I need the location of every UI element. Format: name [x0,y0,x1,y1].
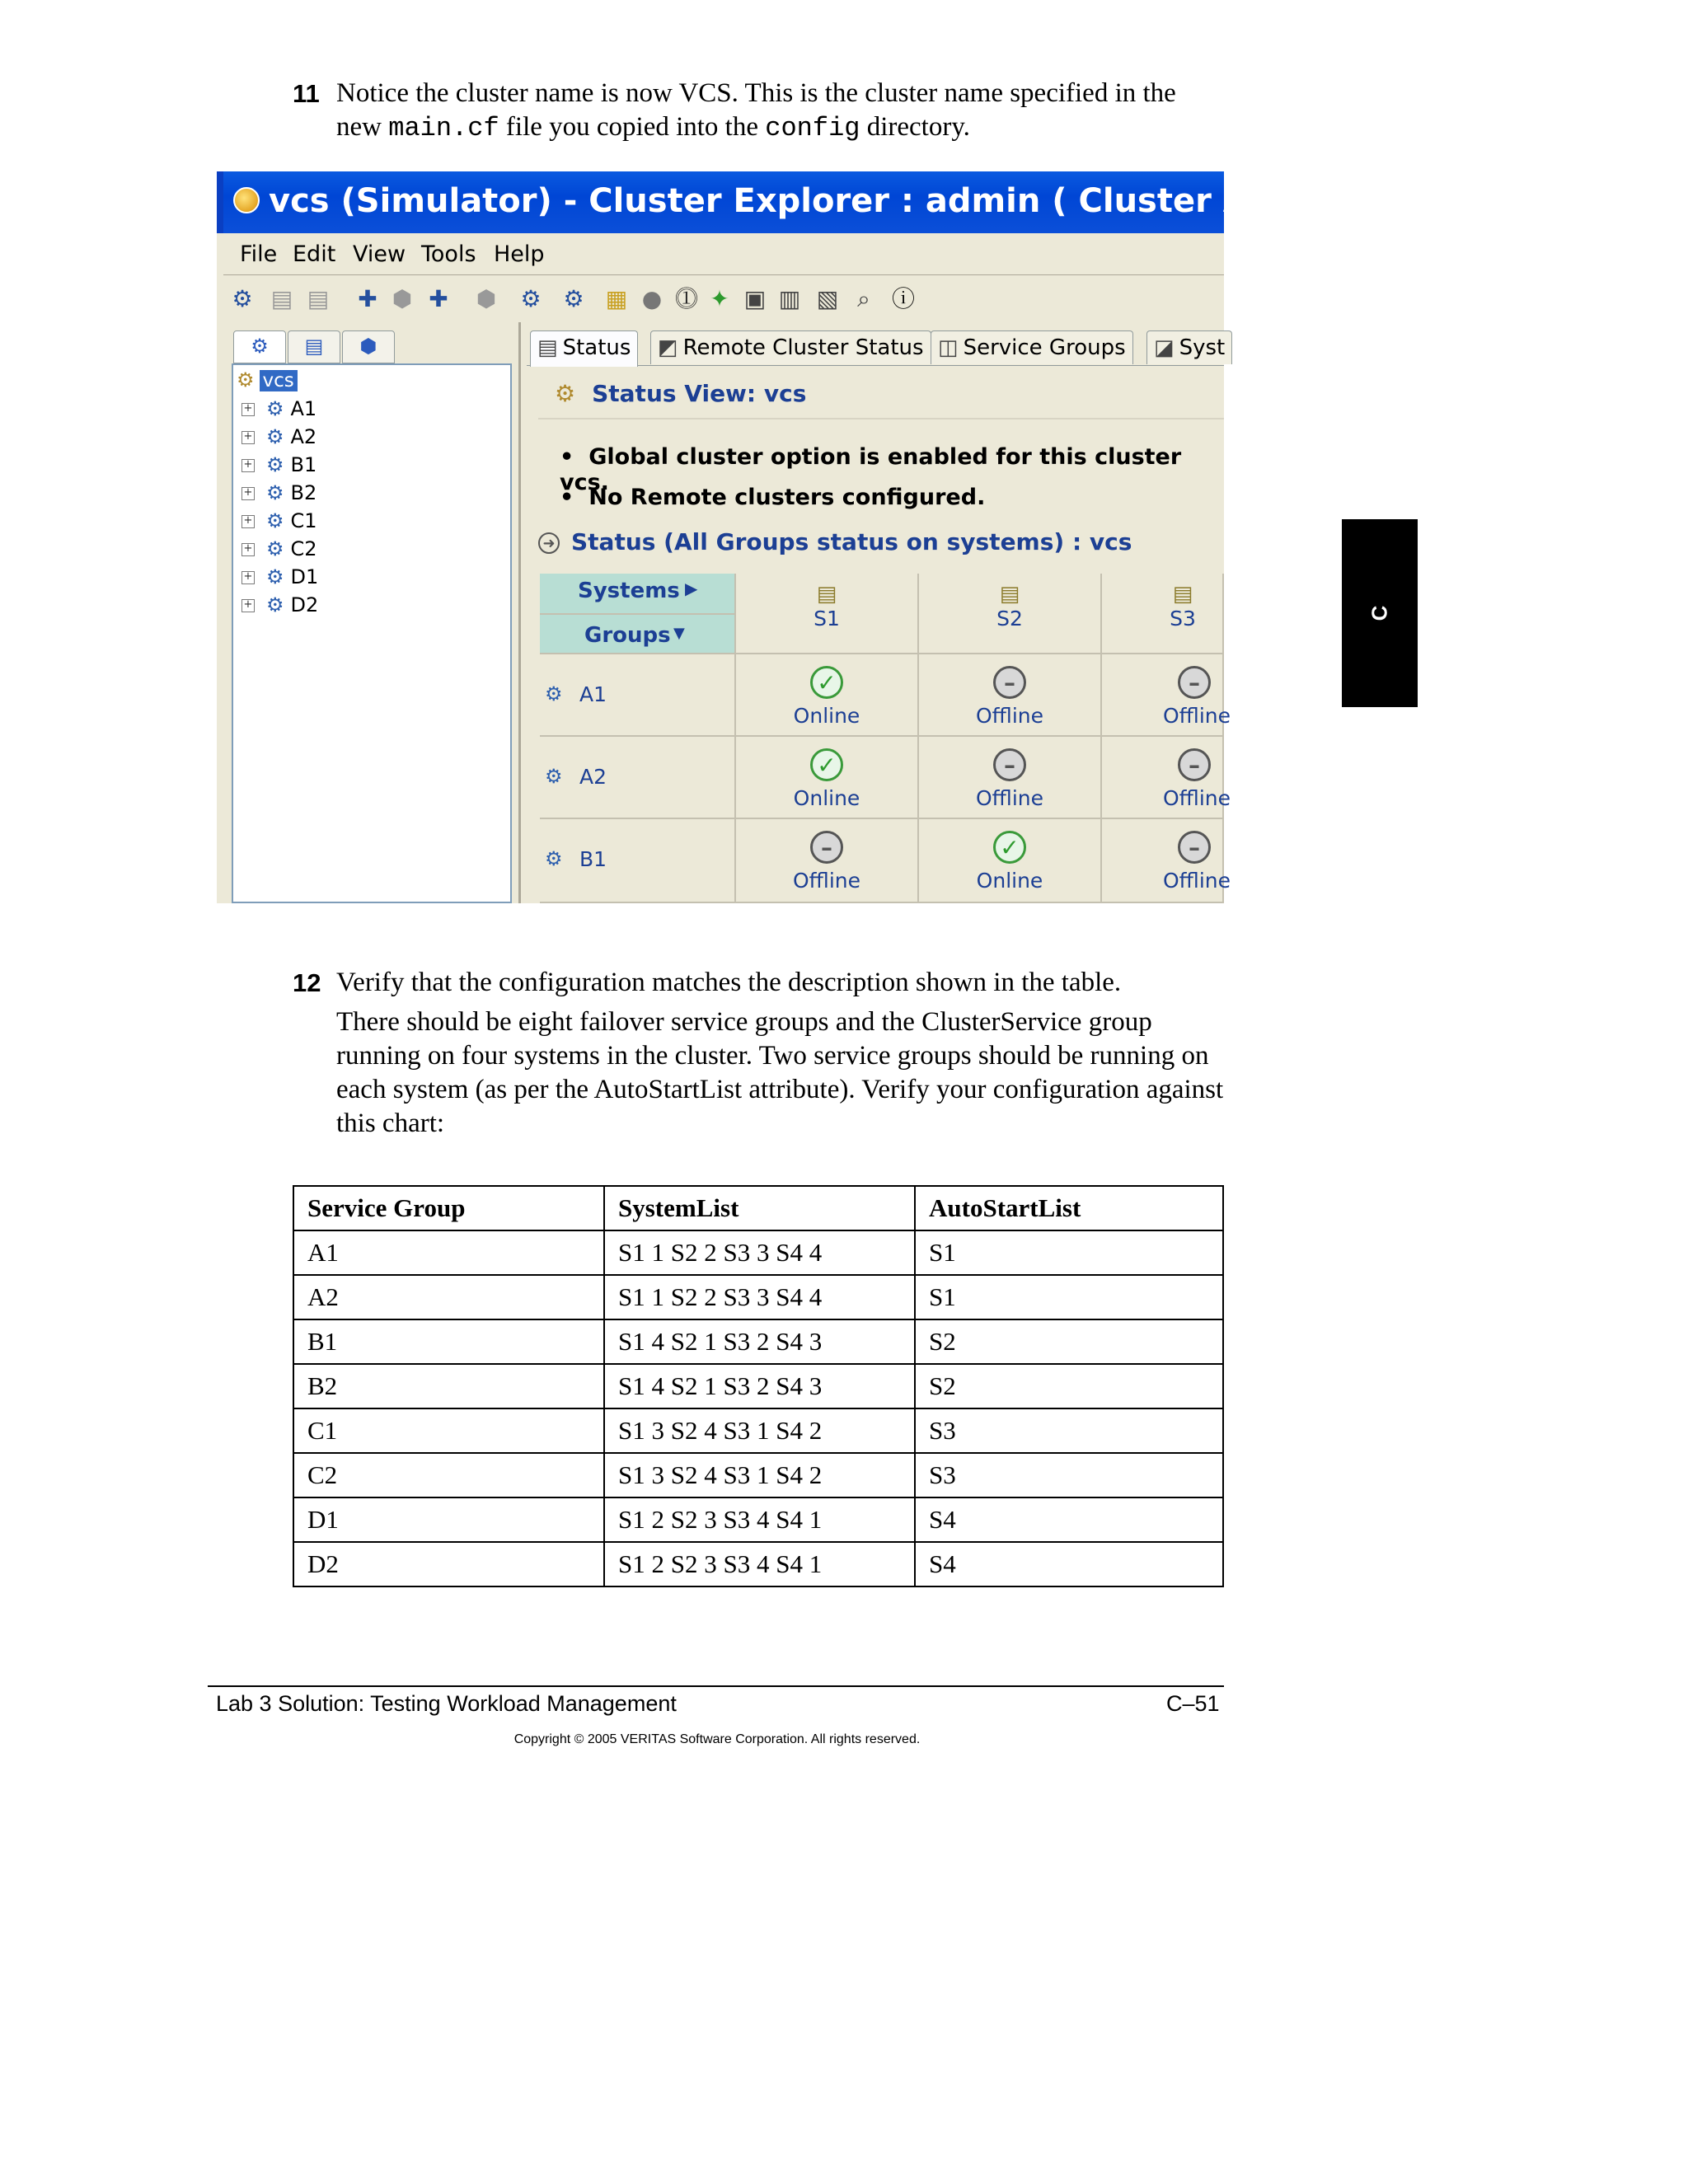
table-cell: D2 [293,1542,604,1586]
systems-tab-icon[interactable]: ▤ [288,330,340,363]
table-cell: S2 [915,1319,1223,1364]
status-cell[interactable] [736,654,919,737]
system-header-s2[interactable] [919,574,1102,654]
offline-icon: – [1178,666,1211,699]
step-paragraph: There should be eight failover service groups and the ClusterService group running on four systems in the cluster. Two service groups should be running on each system (as per the AutoStartList attribute). Verify your configuration against this chart: [336,1007,1224,1138]
expand-icon[interactable]: + [241,599,255,612]
cluster-tree [232,363,512,903]
table-cell: S1 4 S2 1 S3 2 S4 3 [604,1364,915,1408]
status-cell[interactable] [736,737,919,819]
column-header: Service Group [293,1186,604,1230]
online-icon: ✓ [810,748,843,781]
status-view-title [555,380,806,407]
wizard-icon[interactable]: ✦ [710,285,729,312]
table-cell: S1 2 S2 3 S3 4 S4 1 [604,1497,915,1542]
cluster-icon: ⚙ [555,380,576,407]
service-group-icon: ⚙ [266,453,284,476]
expand-arrow-icon[interactable]: ➜ [538,532,560,554]
tree-item-a2[interactable] [241,423,316,451]
tree-item-d1[interactable] [241,563,318,591]
table-cell: S4 [915,1542,1223,1586]
offline-icon: – [810,831,843,864]
system-icon: ▤ [816,582,837,607]
status-label: Offline [792,869,861,893]
table-cell: S1 [915,1230,1223,1275]
menu-bar [223,233,1224,274]
tab-service-groups[interactable] [931,330,1133,364]
groups-header[interactable] [540,615,736,654]
table-cell: S1 1 S2 2 S3 3 S4 4 [604,1275,915,1319]
status-cell[interactable] [1102,654,1231,737]
view-pane [527,322,1231,903]
status-cell[interactable] [1102,819,1231,903]
tree-item-label: C1 [290,509,317,532]
offline-icon: – [993,666,1026,699]
cluster-icon: ⚙ [237,368,255,391]
menu-help[interactable]: Help [494,241,545,267]
table-cell: C1 [293,1408,604,1453]
chapter-letter: C [1367,605,1392,621]
caret-right-icon: ▶ [685,579,698,598]
group-name: A1 [579,682,607,706]
status-cell[interactable] [1102,737,1231,819]
tree-item-label: D2 [290,593,319,616]
tree-item-label: B1 [290,453,317,476]
step-line: Verify that the configuration matches the description shown in the table. [336,968,1122,997]
service-group-icon: ⚙ [266,425,284,448]
tree-item-a1[interactable] [241,395,316,423]
service-groups-tab-icon[interactable]: ⚙ [233,330,286,363]
status-label: Offline [1163,869,1231,893]
menu-tools[interactable]: Tools [421,241,476,267]
table-row [293,1364,1223,1408]
group-icon[interactable]: ⬢ [392,285,413,312]
tree-item-c2[interactable] [241,535,317,563]
tree-item-label: D1 [290,565,319,588]
table-cell: S1 4 S2 1 S3 2 S4 3 [604,1319,915,1364]
offline-icon: – [1178,748,1211,781]
table-row [293,1542,1223,1586]
system-name: S3 [1170,607,1196,630]
table-cell: S1 [915,1275,1223,1319]
toolbar [223,274,1224,325]
offline-icon: – [993,748,1026,781]
service-groups-icon: ◫ [938,335,959,360]
table-cell: S1 1 S2 2 S3 3 S4 4 [604,1230,915,1275]
table-cell: S1 3 S2 4 S3 1 S4 2 [604,1453,915,1497]
log-icon[interactable]: ▧ [816,285,839,312]
copyright-notice: Copyright © 2005 VERITAS Software Corporation. All rights reserved. [513,1732,921,1746]
title-bar [217,171,1404,233]
divider [538,418,1224,419]
status-label: Offline [975,704,1044,728]
menu-view[interactable]: View [353,241,406,267]
expand-icon[interactable]: + [241,515,255,528]
window-title: vcs (Simulator) - Cluster Explorer : admin ( Cluster Administr [269,182,1404,220]
expand-icon[interactable]: + [241,403,255,416]
system-name: S1 [814,607,840,630]
table-header-row [293,1186,1223,1230]
directory-name: config [765,113,860,143]
command-icon[interactable]: ▥ [778,285,801,312]
online-icon: ✓ [810,666,843,699]
cluster-explorer-window [217,171,1404,903]
page-number: C–51 [1166,1691,1220,1716]
file-name: main.cf [388,113,499,143]
table-cell: A2 [293,1275,604,1319]
tree-item-label: C2 [290,537,317,560]
help-icon[interactable]: ⓘ [891,285,915,312]
cluster-icon[interactable]: ⚙ [232,285,253,312]
tab-remote-cluster-status[interactable] [650,330,931,364]
table-cell: B2 [293,1364,604,1408]
view-tabs [527,330,1224,366]
resource-types-tab-icon[interactable]: ⬢ [342,330,395,363]
system-icon[interactable]: ▤ [307,285,330,312]
search-icon[interactable]: ⌕ [857,285,870,312]
tree-pane [228,322,521,903]
tree-item-label: B2 [290,481,317,504]
text-fragment: directory. [860,112,970,142]
group-row-b1[interactable] [540,819,736,903]
template-icon[interactable]: ▣ [743,285,767,312]
status-cell[interactable] [919,819,1102,903]
groups-header-label: Groups [584,623,671,648]
tree-root-label: vcs [260,370,298,391]
resource-icon[interactable]: ⬢ [476,285,497,312]
table-cell: S1 3 S2 4 S3 1 S4 2 [604,1408,915,1453]
offline-icon: – [1178,831,1211,864]
group-name: B1 [579,847,607,871]
column-header: AutoStartList [915,1186,1223,1230]
system-header-s1[interactable] [736,574,919,654]
online-icon: ✓ [993,831,1026,864]
system-name: S2 [996,607,1023,630]
tab-label: Status [562,335,631,360]
table-cell: D1 [293,1497,604,1542]
tree-item-b2[interactable] [241,479,316,507]
status-cell[interactable] [919,654,1102,737]
step-number: 11 [293,79,320,108]
tab-label: Remote Cluster Status [682,335,924,360]
column-header: SystemList [604,1186,915,1230]
service-group-icon: ⚙ [545,847,563,870]
expand-icon[interactable]: + [241,431,255,444]
tree-item-c1[interactable] [241,507,317,535]
status-label: Offline [1163,704,1231,728]
service-group-icon: ⚙ [266,565,284,588]
table-cell: S1 2 S2 3 S3 4 S4 1 [604,1542,915,1586]
table-cell: S3 [915,1453,1223,1497]
expand-icon[interactable]: + [241,487,255,500]
table-cell: C2 [293,1453,604,1497]
table-row [293,1453,1223,1497]
tree-item-b1[interactable] [241,451,316,479]
group-status-label: Status (All Groups status on systems) : vcs [571,528,1132,555]
status-cell[interactable] [919,737,1102,819]
alert-icon[interactable]: ⓵ [674,285,698,312]
status-label: Online [793,704,860,728]
tree-root[interactable] [237,368,298,391]
service-group-icon: ⚙ [545,682,563,705]
menu-edit[interactable]: Edit [293,241,336,267]
offline-group-icon[interactable]: ⚙ [563,285,584,312]
expand-icon[interactable]: + [241,459,255,472]
status-cell[interactable] [736,819,919,903]
group-status-title[interactable] [538,528,1132,555]
add-resource-icon[interactable]: ✚ [429,285,448,312]
tree-tabs [228,330,518,363]
expand-icon[interactable]: + [241,543,255,556]
tree-item-label: A1 [290,397,317,420]
table-cell: A1 [293,1230,604,1275]
service-group-icon: ⚙ [545,765,563,788]
tab-status[interactable] [530,330,638,367]
online-group-icon[interactable]: ⚙ [520,285,542,312]
system-icon[interactable]: ▤ [270,285,293,312]
table-cell: B1 [293,1319,604,1364]
table-row [293,1230,1223,1275]
service-group-icon: ⚙ [266,509,284,532]
systems-header-label: Systems [578,579,680,603]
tab-label: Syst [1179,335,1226,360]
circle-icon[interactable]: ● [641,285,663,312]
table-cell: S2 [915,1364,1223,1408]
step-number: 12 [293,968,321,997]
footer-rule [208,1685,1224,1687]
status-bullet: • Global cluster option is enabled for this cluster vcs. [560,444,1224,495]
systems-icon: ◪ [1154,335,1175,360]
chapter-tab [1342,519,1418,707]
text-fragment: file you copied into the [499,112,766,142]
table-row [293,1408,1223,1453]
status-bullet: • No Remote clusters configured. [560,485,985,510]
service-group-icon: ⚙ [266,397,284,420]
step-line [336,110,1540,145]
status-label: Offline [1163,786,1231,810]
system-header-s3[interactable] [1102,574,1224,654]
status-view-label: Status View: vcs [592,380,807,407]
group-row-a2[interactable] [540,737,736,819]
system-icon: ▤ [999,582,1020,607]
caret-down-icon: ▼ [673,625,685,642]
tab-label: Service Groups [963,335,1126,360]
text-fragment: new [336,112,389,142]
table-cell: S3 [915,1408,1223,1453]
tab-systems[interactable] [1146,330,1232,364]
systems-header[interactable] [540,574,736,615]
table-cell: S4 [915,1497,1223,1542]
step-line: Notice the cluster name is now VCS. This is the cluster name specified in the [336,78,1176,108]
configuration-table [293,1185,1224,1587]
group-name: A2 [579,765,607,789]
status-label: Online [793,786,860,810]
service-group-icon: ⚙ [266,593,284,616]
group-row-a1[interactable] [540,654,736,737]
app-icon [233,187,260,213]
status-icon: ▤ [537,335,558,360]
tree-item-d2[interactable] [241,591,318,619]
expand-icon[interactable]: + [241,571,255,584]
remote-cluster-icon: ◩ [658,335,678,360]
status-label: Online [976,869,1043,893]
step-text [336,966,1226,1141]
system-icon: ▤ [1172,582,1193,607]
table-row [293,1319,1223,1364]
footer-title: Lab 3 Solution: Testing Workload Management [216,1691,677,1716]
table-row [293,1275,1223,1319]
status-label: Offline [975,786,1044,810]
service-group-icon: ⚙ [266,481,284,504]
step-text [336,77,1540,145]
add-group-icon[interactable]: ✚ [358,285,377,312]
table-row [293,1497,1223,1542]
menu-file[interactable]: File [240,241,278,267]
service-group-icon: ⚙ [266,537,284,560]
tree-item-label: A2 [290,425,317,448]
grid-icon[interactable]: ▦ [605,285,628,312]
status-grid [540,574,1231,903]
